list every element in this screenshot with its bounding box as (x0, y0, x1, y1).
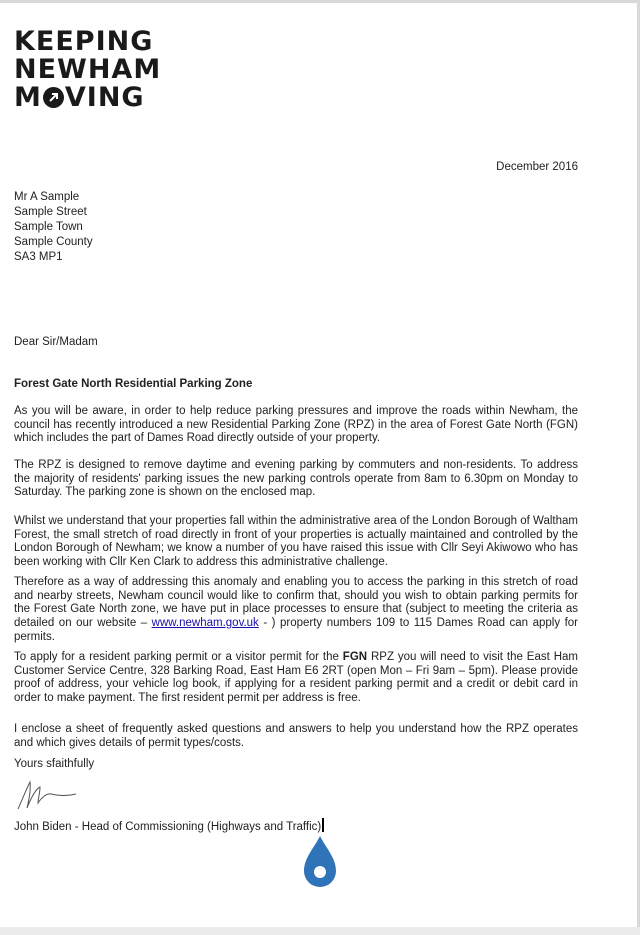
paragraph-4 (14, 576, 578, 645)
newham-website-link[interactable]: www.newham.gov.uk (151, 617, 259, 630)
logo-line-2: NEWHAM (14, 54, 162, 85)
logo-line-3 (14, 84, 161, 112)
handwritten-signature (16, 778, 80, 817)
page-bottom-edge (0, 927, 640, 935)
address-line: Mr A Sample (14, 191, 80, 203)
letter-date: December 2016 (496, 161, 578, 173)
salutation: Dear Sir/Madam (14, 336, 98, 348)
paragraph-1: As you will be aware, in order to help reduce parking pressures and improve the roads within Newham, the council has recently introduced a new Residential Parking Zone (RPZ) in the area of Forest Gate North (FGN) which includes the part of Dames Road directly outside of your property. (14, 405, 578, 445)
page-top-border (0, 0, 640, 3)
text-cursor (322, 818, 324, 832)
paragraph-3: Whilst we understand that your properties fall within the administrative area of the London Borough of Waltham Forest, the small stretch of road directly in front of your properties is actually maintained and controlled by the London Borough of Newham; we know a number of you have raised this issue with Cllr Seyi Akiwowo who has been working with Cllr Ken Clark to address this administrative challenge. (14, 515, 578, 569)
address-line: Sample Town (14, 221, 83, 233)
paragraph-5-text: To apply for a resident parking permit or a visitor permit for the (14, 651, 343, 663)
logo-letter-m: M (14, 82, 42, 113)
closing: Yours sfaithfully (14, 758, 95, 770)
signatory (14, 818, 324, 833)
paragraph-4-text: Therefore as a way of addressing this anomaly and enabling you to access the parking in this stretch of road and nearby streets, Newham council would like to confirm that, should you wish to obtain parking permits for the Forest Gate North zone, we have put in place processes to ensure that (subject to meeting the criteria as detailed on our website – (14, 576, 578, 630)
paragraph-6: I enclose a sheet of frequently asked questions and answers to help you understand how the RPZ operates and which gives details of permit types/costs. (14, 723, 578, 749)
paragraph-5 (14, 651, 578, 706)
paragraph-5-text-end: RPZ you will need to visit the East Ham Customer Service Centre, 328 Barking Road, East Ham E6 2RT (open Mon – Fri 9am – 5pm). Please provide proof of address, your vehicle log book, if applying for a resident parking permit and a credit or debit card in order to make payment. The first resident permit per address is free. (14, 651, 578, 705)
text-selection-handle[interactable] (303, 834, 337, 895)
keeping-newham-moving-logo (14, 28, 161, 112)
signatory-text: John Biden - Head of Commissioning (Highways and Traffic) (14, 821, 322, 833)
address-line: SA3 MP1 (14, 251, 63, 263)
logo-line-1: KEEPING (14, 26, 154, 57)
address-line: Sample County (14, 236, 93, 248)
logo-letters-ving: VING (64, 82, 145, 113)
paragraph-4-text-end: - ) property numbers 109 to 115 Dames Road can apply for permits. (14, 617, 578, 643)
letter-subject: Forest Gate North Residential Parking Zone (14, 378, 253, 390)
paragraph-2: The RPZ is designed to remove daytime and evening parking by commuters and non-residents. To address the majority of residents' parking issues the new parking controls operate from 8am to 6.30pm on Monday to Saturday. The parking zone is shown on the enclosed map. (14, 459, 578, 499)
fgn-bold: FGN (342, 651, 368, 663)
recipient-address (14, 190, 93, 265)
address-line: Sample Street (14, 206, 87, 218)
arrow-up-right-icon (43, 87, 64, 108)
